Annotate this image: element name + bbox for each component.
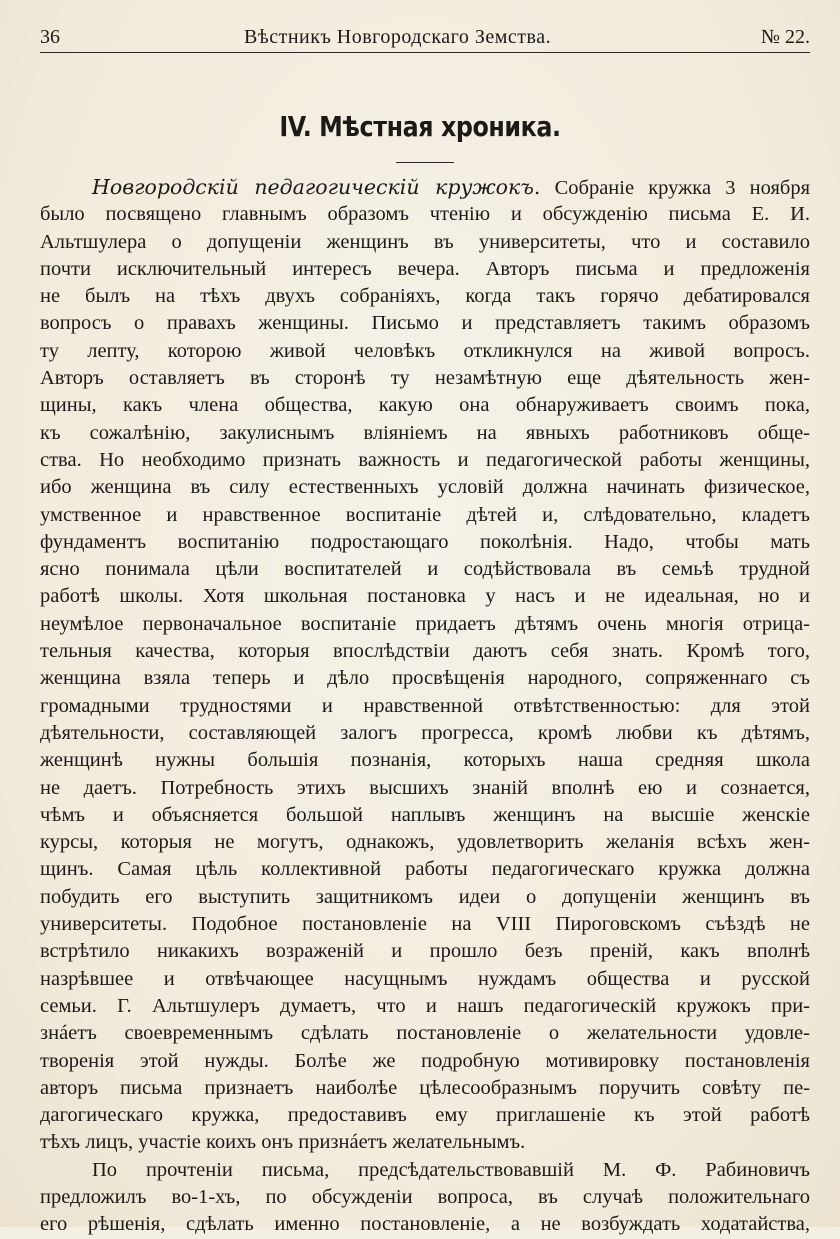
article-line: не былъ на тѣхъ двухъ собраніяхъ, когда такъ горячо дебатировался	[40, 285, 810, 308]
article-line	[40, 174, 810, 201]
article-line: тѣхъ лицъ, участіе коихъ онъ признáетъ желательнымъ.	[40, 1131, 526, 1154]
article-line: было посвящено главнымъ образомъ чтенію и обсужденію письма Е. И.	[40, 203, 810, 226]
article-line: предложилъ во-1-хъ, по обсужденіи вопроса, въ случаѣ положительнаго	[40, 1185, 810, 1208]
article-line: женщина взяла теперь и дѣло просвѣщенія народного, сопряженнаго съ	[40, 667, 810, 690]
article-line: вопросъ о правахъ женщины. Письмо и представляетъ такимъ образомъ	[40, 312, 810, 335]
article-line: къ сожалѣнію, закулиснымъ вліяніемъ на явныхъ работниковъ обще-	[40, 421, 810, 444]
article-line: почти исключительный интересъ вечера. Авторъ письма и предложенія	[40, 257, 810, 280]
article-line: назрѣвшее и отвѣчающее насущнымъ нуждамъ общества и русской	[40, 967, 810, 990]
article-line: Альтшулера о допущеніи женщинъ въ университеты, что и составило	[40, 230, 810, 253]
journal-title: Вѣстникъ Новгородскаго Земства.	[244, 26, 552, 48]
article-line: работѣ школы. Хотя школьная постановка у насъ и не идеальная, но и	[40, 585, 810, 608]
article-line-text: Собраніе кружка 3 ноября	[554, 177, 810, 199]
article-line: щины, какъ члена общества, какую она обнаруживаетъ своимъ пока,	[40, 394, 810, 417]
article-line: фундаментъ воспитанію подростающаго поколѣнія. Надо, чтобы мать	[40, 530, 810, 553]
article-line: семьи. Г. Альтшулеръ думаетъ, что и нашъ педагогическій кружокъ при-	[40, 994, 810, 1017]
article-line: курсы, которыя не могутъ, однакожъ, удовлетворить желанія всѣхъ жен-	[40, 831, 810, 854]
section-divider	[396, 162, 454, 163]
article-line: ту лепту, которою живой человѣкъ откликнулся на живой вопросъ.	[40, 339, 810, 362]
article-line: его рѣшенія, сдѣлать именно постановленіе, а не возбуждать ходатайства,	[40, 1213, 810, 1236]
article-line: щинъ. Самая цѣль коллективной работы педагогическаго кружка должна	[40, 858, 810, 881]
run-in-heading: Новгородскій педагогическій кружокъ.	[92, 175, 541, 199]
section-title: IV. Мѣстная хроника.	[279, 110, 561, 143]
article-line: умственное и нравственное воспитаніе дѣтей и, слѣдовательно, кладетъ	[40, 503, 810, 526]
issue-number: № 22.	[760, 26, 810, 48]
article-line: тельныя качества, которыя впослѣдствіи даютъ себя знать. Кромѣ того,	[40, 640, 810, 663]
article-line: авторъ письма признаетъ наиболѣе цѣлесообразнымъ поручить совѣту пе-	[40, 1076, 810, 1099]
article-line: неумѣлое первоначальное воспитаніе придаетъ дѣтямъ очень многія отрица-	[40, 612, 810, 635]
running-header	[40, 18, 810, 53]
article-line: женщинѣ нужны большія познанія, которыхъ наша средняя школа	[40, 749, 810, 772]
article-line: университеты. Подобное постановленіе на VIII Пироговскомъ съѣздѣ не	[40, 913, 810, 936]
article-line: встрѣтило никакихъ возраженій и прошло безъ преній, какъ вполнѣ	[40, 940, 810, 963]
article-line: побудить его выступить защитникомъ идеи о допущеніи женщинъ въ	[40, 885, 810, 908]
article-body	[40, 174, 810, 1239]
article-line: творенія этой нужды. Болѣе же подробную мотивировку постановленія	[40, 1049, 810, 1072]
article-line: ибо женщина въ силу естественныхъ условій должна начинать физическое,	[40, 476, 810, 499]
article-line: дагогическаго кружка, предоставивъ ему приглашеніе къ этой работѣ	[40, 1104, 810, 1127]
article-line: Авторъ оставляетъ въ сторонѣ ту незамѣтную еще дѣятельность жен-	[40, 367, 810, 390]
page-number: 36	[40, 26, 60, 48]
article-line: не даетъ. Потребность этихъ высшихъ знаній вполнѣ ею и сознается,	[40, 776, 810, 799]
article-line: ясно понимала цѣли воспитателей и содѣйствовала въ семьѣ трудной	[40, 558, 810, 581]
article-line: чѣмъ и объясняется большой наплывъ женщинъ на высшіе женскіе	[40, 803, 810, 826]
article-line: дѣятельности, составляющей залогъ прогресса, кромѣ любви къ дѣтямъ,	[40, 721, 810, 744]
article-line: ства. Но необходимо признать важность и педагогической работы женщины,	[40, 448, 810, 471]
article-line: По прочтеніи письма, предсѣдательствовавшій М. Ф. Рабиновичъ	[92, 1158, 810, 1181]
article-line: громадными трудностями и нравственной отвѣтственностью: для этой	[40, 694, 810, 717]
article-line: знáетъ своевременнымъ сдѣлать постановленіе о желательности удовле-	[40, 1022, 810, 1045]
